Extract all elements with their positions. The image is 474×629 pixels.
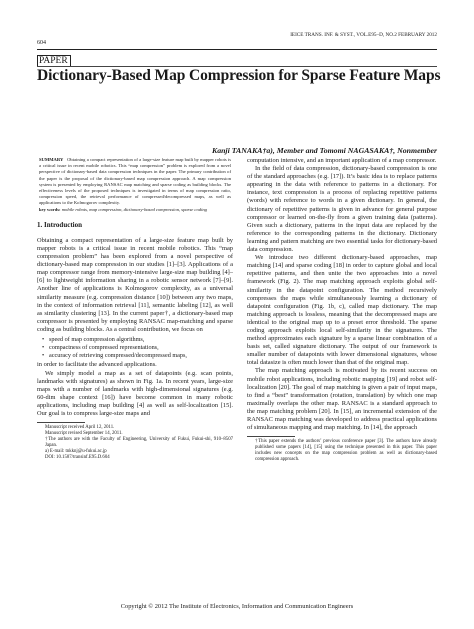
left-column <box>37 157 233 461</box>
abstract <box>37 157 233 207</box>
page-number: 604 <box>37 40 46 46</box>
paper-tag: PAPER <box>37 55 71 67</box>
bullet-item: • accuracy of retrieving compressed/decompressed maps, <box>49 352 233 360</box>
footnote: DOI: 10.1587/transinf.E95.D.604 <box>45 455 110 461</box>
abstract-label: SUMMARY <box>39 157 64 162</box>
abstract-text: Obtaining a compact representation of a large-size feature map built by mapper robots is a critical issue in recent mobile robotics. This “map compression” problem is explored from a novel perspective of dictionary-based data compression techniques in the paper. The primary contribution of the paper is the proposal of the dictionary-based map compression approach. A map compression system is presented by employing RANSAC map matching and sparse coding as building blocks. The effectiveness levels of the proposed techniques is investigated in terms of map compression ratio, compression speed, the retrieval performance of compressed/decompressed maps, as well as applications to the Kolmogorov complexity. <box>39 157 231 206</box>
footnote: Manuscript received April 12, 2011. <box>45 424 115 430</box>
footnotes <box>247 439 437 463</box>
footnote-rule <box>37 422 85 423</box>
section-heading: 1. Introduction <box>37 220 82 229</box>
footnote: †This paper extends the authors’ previous conference paper [3]. The authors have already published some papers [14], [15] using the technique presented in this paper. This paper includes new concepts on the map compression problem as well as dictionary-based compression approach. <box>255 438 437 463</box>
header-rule <box>37 49 437 50</box>
body-paragraph: computation intensive, and an important application of a map compressor. <box>247 157 437 164</box>
copyright: Copyright © 2012 The Institute of Electronics, Information and Communication Engineers <box>120 603 354 610</box>
intro-paragraph: Obtaining a compact representation of a large-size feature map built by mapper robots is a critical issue in recent mobile robotics. This “map compression problem” has been explored from a novel perspective of dictionary-based map compression in our studies [1]–[3]. Applications of a map compressor range from memory-intensive large-size map building [4]–[6] to lightweight information sharing in a robotic sensor network [7]–[9]. Another line of applications is Kolmogorov complexity, as a universal similarity measure (e.g. compression distance [10]) between any two maps, in the context of information retrieval [11], semantic labeling [12], as well as similarity clustering [13]. In the current paper†, a dictionary-based map compressor is presented by employing RANSAC map-matching and sparse coding as building blocks. As a central contribution, we focus on <box>37 236 233 333</box>
footnote: Manuscript revised September 14, 2011. <box>45 430 123 436</box>
after-bullets-text: in order to facilitate the advanced applications. <box>37 361 157 369</box>
intro-paragraph: We simply model a map as a set of datapoints (e.g. scan points, landmarks with signatures) as shown in Fig. 1a. In recent years, large-size maps with a number of landmarks with high-dimensional signatures (e.g. 60-dim shape context [16]) have become common in many robotic applications, including map building [4] as well as self-localization [15]. Our goal is to compress large-size maps and <box>37 369 233 417</box>
authors: Kanji TANAKA†a), Member and Tomomi NAGASAKA†, Nonmember <box>212 146 437 155</box>
body-paragraph: We introduce two different dictionary-based approaches, map matching [14] and sparse coding [18] in order to capture global and local repetitive patterns, and then unite the two approaches into a novel framework (Fig. 2). The map matching approach exploits global self-similarity in the datapoint configuration. The method recursively compresses the maps while simultaneously learning a dictionary of datapoint configuration (Fig. 1b, c), called map dictionary. The map matching approach is lossless, meaning that the decompressed maps are identical to the original map up to a preset error threshold. The sparse coding approach exploits local self-similarity in the signatures. The method approximates each signature by a sparse linear combination of a basis set, called signature dictionary. The output of our framework is smaller number of datapoints with lower dimensional signatures, whose total datasize is often much lower than that of the original map. <box>247 254 437 367</box>
journal-header: IEICE TRANS. INF. & SYST., VOL.E95–D, NO.2 FEBRUARY 2012 <box>290 32 437 38</box>
body-paragraph: In the field of data compression, dictionary-based compression is one of the standard approaches (e.g. [17]). It’s basic idea is to replace patterns appearing in the data with reference to patterns in a dictionary. For instance, text compression is a process of replacing repetitive patterns (words) with reference to words in a given dictionary. In general, the dictionary of repetitive patterns is given in advance for general purpose compressor or learned on-the-fly from a given training data (patterns). Given such a dictionary, patterns in the input data are replaced by the reference to the corresponding patterns in the dictionary. Dictionary learning and pattern matching are two essential tasks for dictionary-based data compression. <box>247 165 437 254</box>
paper-title: Dictionary-Based Map Compression for Sparse Feature Maps <box>37 67 441 84</box>
intro-body <box>37 237 233 418</box>
keywords <box>37 207 233 213</box>
footnote-rule <box>247 436 295 437</box>
footnote: a) E-mail: tnkknj@u-fukui.ac.jp <box>45 449 107 455</box>
right-body <box>247 157 437 432</box>
keywords-text: mobile robots, map compression, dictionary-based compression, sparse coding <box>61 206 207 212</box>
body-paragraph: The map matching approach is motivated by its recent success on mobile robot applications, including robotic mapping [19] and robot self-localization [20]. The goal of map matching is given a pair of input maps, to find a “best” transformation (rotation, translation) by which one map maximally overlaps the other map. RANSAC is a standard approach to the map matching problem [20]. In [15], an incremental extension of the RANSAC map matching was developed to address practical applications of simultaneous mapping and map matching. In [14], the approach <box>247 367 437 432</box>
bullet-item: • compactness of compressed representations, <box>49 344 233 352</box>
right-column <box>247 157 437 463</box>
bullet-list <box>37 336 233 359</box>
footnote: †The authors are with the Faculty of Engineering, University of Fukui, Fukui-shi, 910–8507 Japan. <box>45 436 233 448</box>
keywords-label: key words: <box>39 206 61 212</box>
bullet-item: • speed of map compression algorithms, <box>49 336 233 344</box>
footnotes <box>37 425 233 462</box>
